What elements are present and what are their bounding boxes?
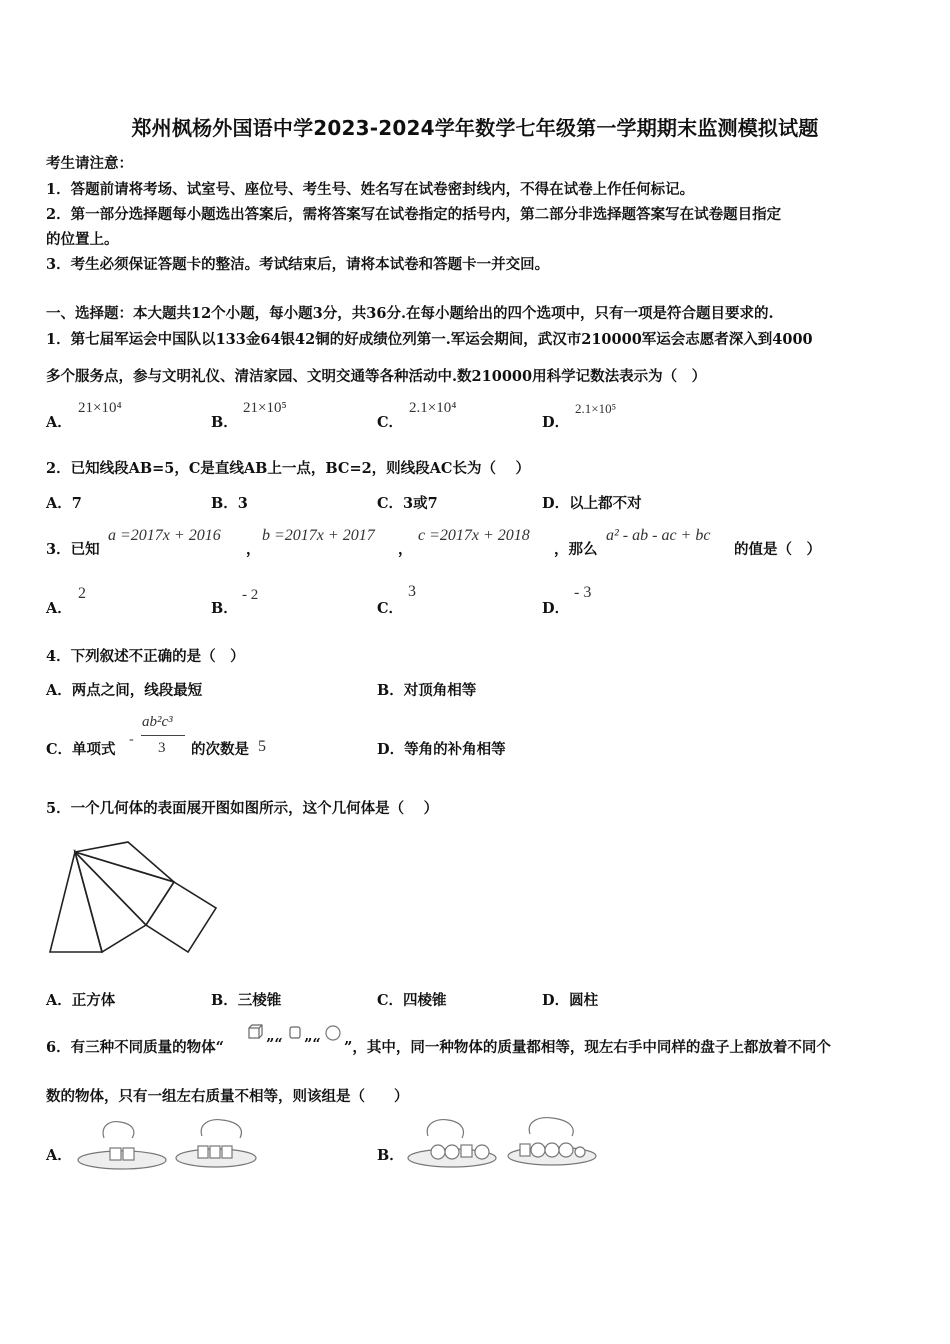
hand-outline [529,1118,573,1136]
question-2-stem: 2．已知线段AB=5，C是直线AB上一点，BC=2，则线段AC长为（ ） [46,460,531,477]
option-c: C．3或7 [377,495,438,512]
question-6-stem: 6．有三种不同质量的物体“ [46,1039,224,1056]
question-3-mid: ，那么 [554,541,598,558]
question-4-stem: 4．下列叙述不正确的是（ ） [46,648,245,665]
cylinder-item [198,1146,208,1158]
option-d: D．等角的补角相等 [377,741,506,758]
hand-outline [103,1122,134,1138]
cylinder-item [110,1148,121,1160]
notice-item: 的位置上。 [46,231,119,248]
option-c: C．四棱锥 [377,992,447,1009]
cube-item [461,1145,472,1157]
minus-sign: - [129,732,134,747]
option-b: B．对顶角相等 [377,682,477,699]
net-diagram [40,840,230,960]
option-math: 2.1×10⁵ [575,401,617,416]
option-c-prefix: C．单项式 [46,741,116,758]
option-math: 3 [408,583,416,600]
option-math: 21×10⁴ [78,400,122,416]
plate [78,1151,166,1169]
fraction-numerator: ab²c³ [142,714,173,730]
option-label: A． [46,600,72,617]
math-expr-a: a =2017x + 2016 [108,527,221,544]
sphere-item [531,1143,545,1157]
notice-item: 3．考生必须保证答题卡的整洁。考试结束后，请将本试卷和答题卡一并交回。 [46,256,550,273]
separator: ， [246,541,261,558]
hand-outline [201,1120,241,1138]
net-triangle [50,852,102,952]
option-a: A．正方体 [46,992,116,1009]
cylinder-item [222,1146,232,1158]
balance-plates-b [404,1112,604,1178]
option-c-suffix: 的次数是 [191,741,249,758]
cube-item [123,1148,134,1160]
option-label: C． [377,600,404,617]
option-math: - 2 [242,587,259,603]
math-expr-b: b =2017x + 2017 [262,527,375,544]
option-label: A． [46,414,72,431]
sphere-icon [324,1024,342,1042]
net-triangle [75,852,146,952]
option-math: - 3 [574,584,592,601]
quote-separator: ”“ [266,1036,283,1053]
net-square [146,882,216,952]
option-math: 21×10⁵ [243,400,287,416]
question-1-stem: 1．第七届军运会中国队以133金64银42铜的好成绩位列第一.军运会期间，武汉市210000军运会志愿者深入到4000 [46,331,813,348]
fraction-denominator: 3 [158,740,166,756]
net-triangle [75,842,174,882]
fraction-bar [141,735,185,736]
option-a: A． [46,1147,72,1164]
option-math: 2 [78,585,86,602]
hand-outline [427,1120,463,1138]
option-label: C． [377,414,404,431]
section-heading: 一、选择题：本大题共12个小题，每小题3分，共36分.在每小题给出的四个选项中，只有一项是符合题目要求的. [46,305,774,322]
question-3-prefix: 3．已知 [46,541,100,558]
option-label: B． [211,414,238,431]
sphere-item [575,1147,585,1157]
option-a: A．7 [46,495,82,512]
net-triangle [75,852,174,925]
sphere-item [545,1143,559,1157]
option-d: D．以上都不对 [542,495,642,512]
notice-heading: 考生请注意： [46,155,133,172]
option-math: 2.1×10⁴ [409,400,457,416]
option-d: D．圆柱 [542,992,599,1009]
sphere-item [475,1145,489,1159]
cylinder-item [210,1146,220,1158]
option-c-value: 5 [258,738,266,755]
quote-separator: ”“ [304,1036,321,1053]
option-b: B． [377,1147,404,1164]
notice-item: 1．答题前请将考场、试室号、座位号、考生号、姓名写在试卷密封线内，不得在试卷上作任何标记。 [46,181,695,198]
sphere-item [559,1143,573,1157]
option-b: B．3 [211,495,248,512]
cube-icon [247,1024,263,1040]
question-3-suffix: 的值是（ ） [734,541,821,558]
cylinder-icon [288,1024,302,1040]
page-title: 郑州枫杨外国语中学2023-2024学年数学七年级第一学期期末监测模拟试题 [131,116,819,140]
cylinder-item [520,1144,530,1156]
sphere-item [445,1145,459,1159]
math-expression: a² - ab - ac + bc [606,527,711,544]
question-1-stem: 多个服务点，参与文明礼仪、清洁家园、文明交通等各种活动中.数210000用科学记数法表示为（ ） [46,368,707,385]
option-label: B． [211,600,238,617]
notice-item: 2．第一部分选择题每小题选出答案后，需将答案写在试卷指定的括号内，第二部分非选择题答案写在试卷题目指定 [46,206,782,223]
option-label: D． [542,414,570,431]
question-5-stem: 5．一个几何体的表面展开图如图所示，这个几何体是（ ） [46,800,439,817]
math-expr-c: c =2017x + 2018 [418,527,530,544]
sphere-item [431,1145,445,1159]
question-6-stem: ”，其中，同一种物体的质量都相等，现左右手中同样的盘子上都放着不同个 [344,1039,831,1056]
option-a: A．两点之间，线段最短 [46,682,203,699]
option-label: D． [542,600,570,617]
balance-plates-a [74,1112,270,1178]
question-6-stem: 数的物体，只有一组左右质量不相等，则该组是（ ） [46,1088,409,1105]
separator: ， [398,541,413,558]
option-b: B．三棱锥 [211,992,282,1009]
